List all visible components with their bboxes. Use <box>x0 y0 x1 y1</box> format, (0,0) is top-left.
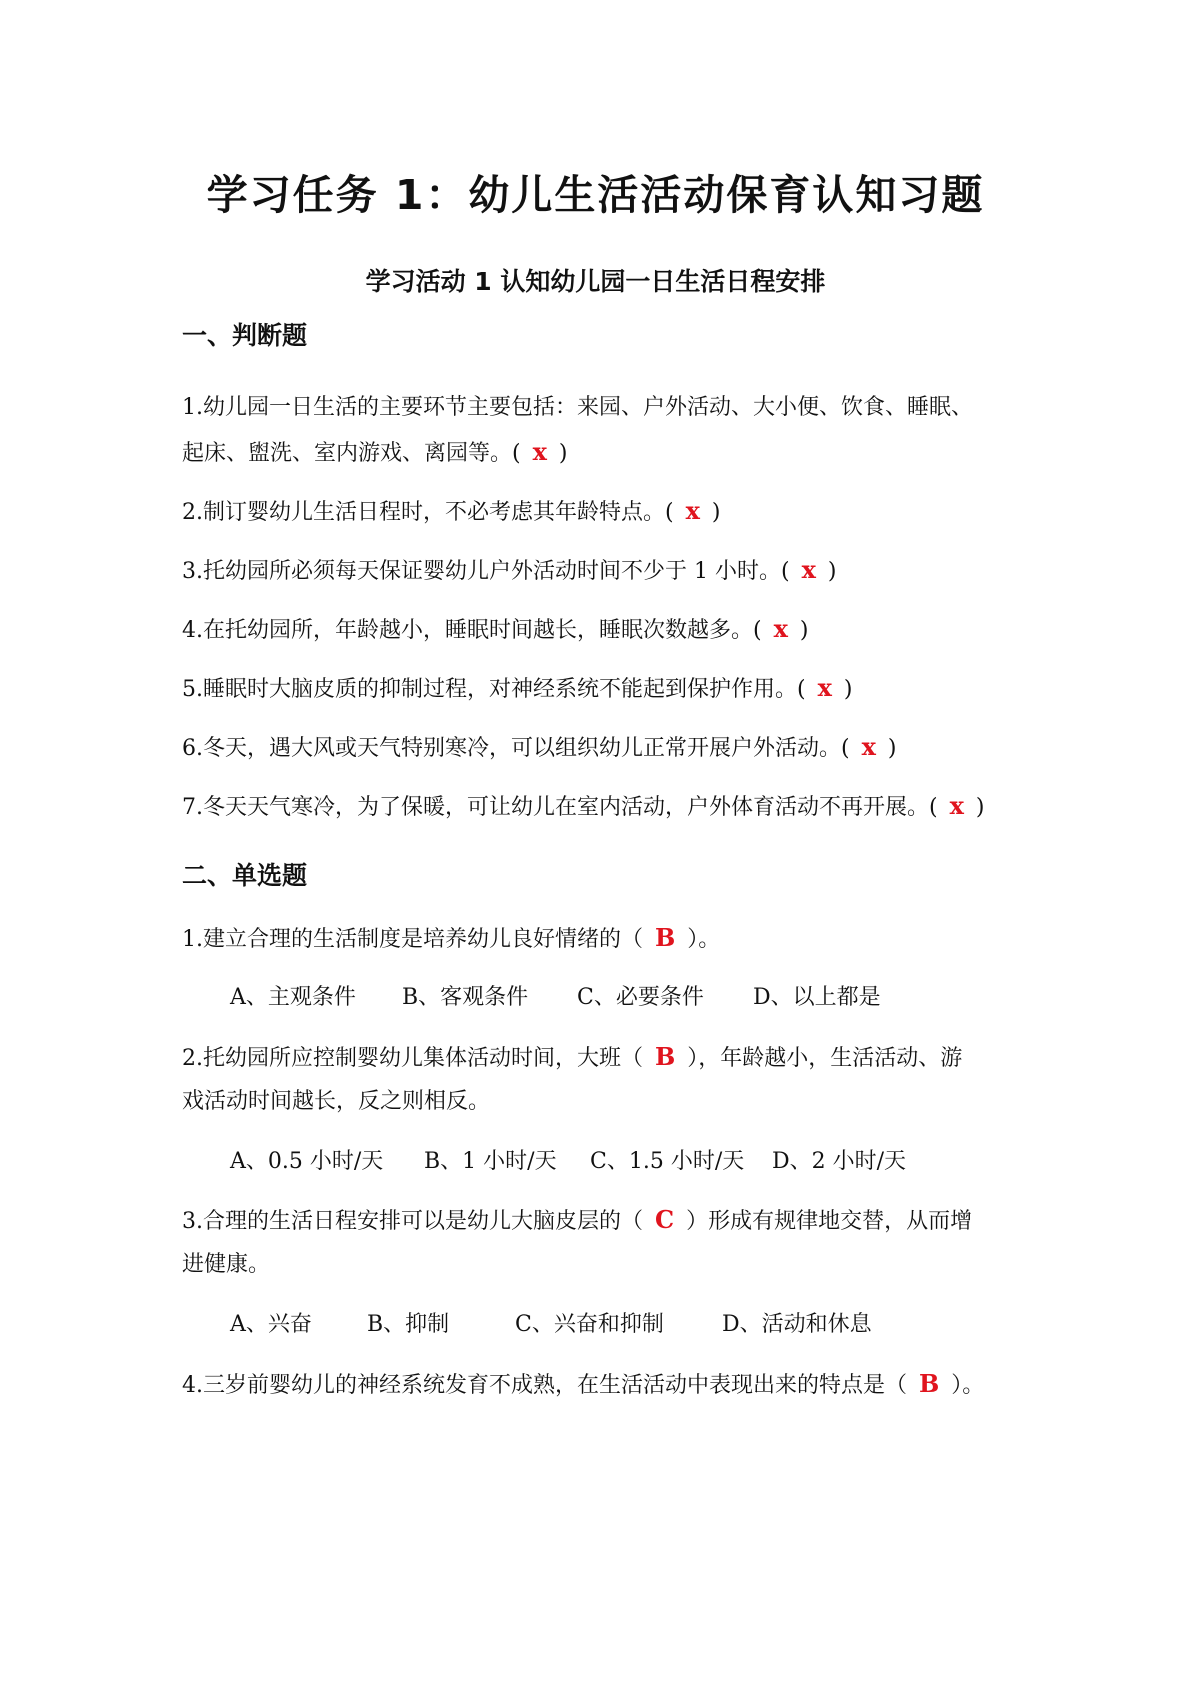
answer-mark: x <box>685 496 700 525</box>
answer-mark: x <box>817 673 832 702</box>
question-close: ) <box>799 618 809 643</box>
question-close: ），年龄越小，生活活动、游 <box>687 1046 963 1071</box>
option-b: B、客观条件 <box>402 985 529 1010</box>
question-text: 戏活动时间越长，反之则相反。 <box>182 1089 491 1114</box>
mc-question-2-options <box>230 1144 906 1180</box>
answer-mark: B <box>655 923 676 952</box>
question-text: 2.制订婴幼儿生活日程时，不必考虑其年龄特点。( <box>182 500 674 525</box>
question-close: ）形成有规律地交替，从而增 <box>686 1209 973 1234</box>
option-d: D、以上都是 <box>753 985 881 1010</box>
option-c: C、1.5 小时/天 <box>590 1149 745 1174</box>
question-text: 6.冬天，遇大风或天气特别寒冷，可以组织幼儿正常开展户外活动。( <box>182 736 850 761</box>
tf-question-6 <box>182 729 1032 767</box>
mc-question-2-line-2 <box>182 1084 1032 1120</box>
option-c: C、兴奋和抑制 <box>515 1312 664 1337</box>
mc-question-3-line-1 <box>182 1202 1032 1240</box>
activity-subtitle: 学习活动 1 认知幼儿园一日生活日程安排 <box>365 267 826 296</box>
answer-mark: x <box>532 437 547 466</box>
option-a: A、兴奋 <box>230 1312 312 1337</box>
question-text: 5.睡眠时大脑皮质的抑制过程，对神经系统不能起到保护作用。( <box>182 677 806 702</box>
question-text: 3.合理的生活日程安排可以是幼儿大脑皮层的（ <box>182 1209 643 1234</box>
mc-question-3-line-2 <box>182 1247 1032 1283</box>
question-text: 3.托幼园所必须每天保证婴幼儿户外活动时间不少于 1 小时。( <box>182 559 790 584</box>
tf-question-3 <box>182 552 1032 590</box>
answer-mark: x <box>861 732 876 761</box>
tf-question-2 <box>182 493 1032 531</box>
answer-mark: B <box>919 1369 940 1398</box>
question-text: 1.建立合理的生活制度是培养幼儿良好情绪的（ <box>182 927 643 952</box>
question-close: ) <box>887 736 897 761</box>
tf-question-1-line-2 <box>182 434 1032 472</box>
page-title: 学习任务 1：幼儿生活活动保育认知习题 <box>206 171 985 219</box>
answer-mark: x <box>949 791 964 820</box>
mc-question-4 <box>182 1366 1032 1404</box>
answer-mark: C <box>655 1205 675 1234</box>
mc-question-1-options <box>230 980 881 1016</box>
question-close: ）。 <box>951 1373 985 1398</box>
question-text: 进健康。 <box>182 1252 271 1277</box>
mc-question-1 <box>182 920 1032 958</box>
question-text: 7.冬天天气寒冷，为了保暖，可让幼儿在室内活动，户外体育活动不再开展。( <box>182 795 938 820</box>
mc-question-2-line-1 <box>182 1039 1032 1077</box>
option-a: A、主观条件 <box>230 985 356 1010</box>
question-text: 4.三岁前婴幼儿的神经系统发育不成熟，在生活活动中表现出来的特点是（ <box>182 1373 907 1398</box>
answer-mark: B <box>655 1042 676 1071</box>
question-close: ) <box>558 441 568 466</box>
answer-mark: x <box>801 555 816 584</box>
question-text: 2.托幼园所应控制婴幼儿集体活动时间，大班（ <box>182 1046 643 1071</box>
question-text: 起床、盥洗、室内游戏、离园等。( <box>182 441 521 466</box>
option-c: C、必要条件 <box>577 985 704 1010</box>
question-close: ）。 <box>687 927 721 952</box>
question-close: ) <box>827 559 837 584</box>
section-heading-single-choice: 二、单选题 <box>182 861 308 890</box>
question-close: ) <box>843 677 853 702</box>
option-d: D、2 小时/天 <box>772 1149 907 1174</box>
question-close: ) <box>975 795 985 820</box>
tf-question-7 <box>182 788 1032 826</box>
answer-mark: x <box>773 614 788 643</box>
question-close: ) <box>711 500 721 525</box>
option-b: B、抑制 <box>367 1312 450 1337</box>
section-heading-true-false: 一、判断题 <box>182 321 308 350</box>
tf-question-5 <box>182 670 1032 708</box>
question-text: 4.在托幼园所，年龄越小，睡眠时间越长，睡眠次数越多。( <box>182 618 762 643</box>
option-b: B、1 小时/天 <box>424 1149 557 1174</box>
tf-question-1-line-1 <box>182 390 1032 426</box>
tf-question-4 <box>182 611 1032 649</box>
option-a: A、0.5 小时/天 <box>230 1149 384 1174</box>
mc-question-3-options <box>230 1307 872 1343</box>
option-d: D、活动和休息 <box>722 1312 872 1337</box>
question-text: 1.幼儿园一日生活的主要环节主要包括：来园、户外活动、大小便、饮食、睡眠、 <box>182 395 973 420</box>
